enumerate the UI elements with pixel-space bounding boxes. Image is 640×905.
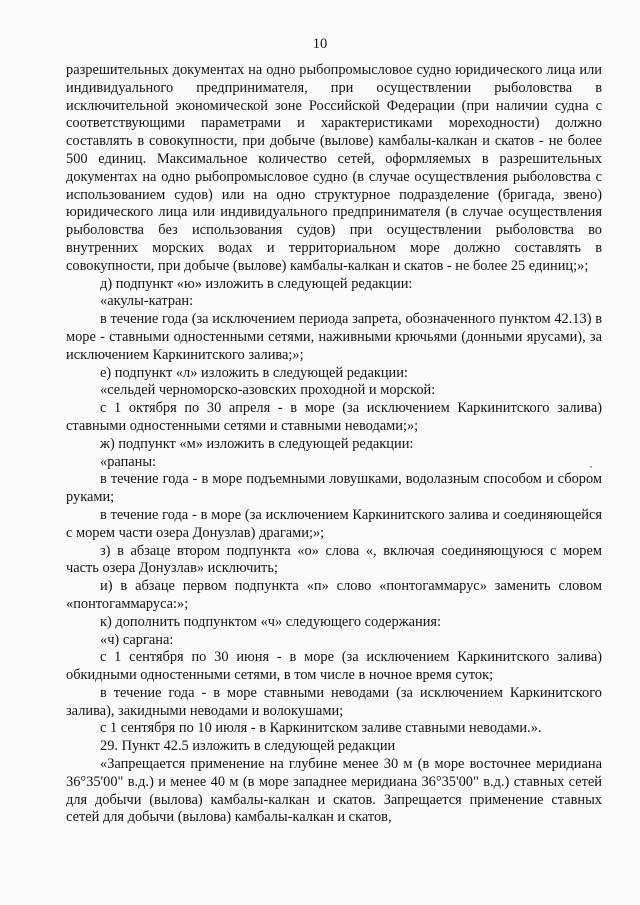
- paragraph-rapana-rule-1: в течение года - в море подъемными ловушками, водолазным способом и сбором руками;: [66, 471, 602, 506]
- paragraph-item-29: 29. Пункт 42.5 изложить в следующей редакции: [100, 738, 396, 755]
- paragraph-sargan-rule-1: с 1 сентября по 30 июня - в море (за исключением Каркинитского залива) обкидными одностенными сетями, в том числе в ночное время суток;: [66, 649, 602, 684]
- paragraph-sargan-rule-3: с 1 сентября по 10 июля - в Каркинитском заливе ставными неводами.».: [100, 720, 542, 737]
- paragraph-subitem-k: к) дополнить подпунктом «ч» следующего содержания:: [100, 613, 442, 630]
- paragraph-sargan-heading: «ч) саргана:: [100, 631, 174, 648]
- scan-speck: [590, 466, 592, 468]
- paragraph-sargan-rule-2: в течение года - в море ставными неводами (за исключением Каркинитского залива), закидными неводами и волокушами;: [66, 684, 602, 719]
- paragraph-subitem-d: д) подпункт «ю» изложить в следующей редакции:: [100, 275, 413, 292]
- paragraph-item-29-text: «Запрещается применение на глубине менее 30 м (в море восточнее меридиана 36°35'00" в.д.) и менее 40 м (в море западнее меридиана 36°35'00" в.д.) ставных сетей для добычи (вылова) камбалы-калкан и скатов. Запрещается применение ставных сетей для добычи (вылова) камбалы-калкан и скатов,: [66, 756, 602, 826]
- document-body: [66, 62, 602, 827]
- paragraph-continuation: разрешительных документах на одно рыбопромысловое судно юридического лица или индивидуального предпринимателя, при осуществлении рыболовства в исключительной экономической зоне Российской Федерации (при наличии судна с соответствующими параметрами и характеристиками мореходности) должно составлять в совокупности, при добыче (вылове) камбалы-калкан и скатов - не более 500 единиц. Максимальное количество сетей, оформляемых в разрешительных документах на одно рыбопромысловое судно (в случае осуществления рыболовства с использованием судов) или на одно структурное подразделение (бригада, звено) юридического лица или индивидуального предпринимателя (в случае осуществления рыболовства без использования судов) при осуществлении рыболовства во внутренних морских водах и территориальном море должно составлять в совокупности, при добыче (вылове) камбалы-калкан и скатов - не более 25 единиц;»;: [66, 62, 602, 274]
- page-number: 10: [312, 36, 328, 52]
- paragraph-subitem-e: е) подпункт «л» изложить в следующей редакции:: [100, 364, 408, 381]
- paragraph-herring-heading: «сельдей черноморско-азовских проходной и морской:: [100, 382, 436, 399]
- paragraph-sharks-rule: в течение года (за исключением периода запрета, обозначенного пунктом 42.13) в море - ставными одностенными сетями, наживными крючьями (донными ярусами), за исключением Каркинитского залива;»;: [66, 311, 602, 363]
- paragraph-subitem-i: и) в абзаце первом подпункта «п» слово «понтогаммарус» заменить словом «понтогаммаруса:»;: [66, 578, 602, 612]
- paragraph-rapana-heading: «рапаны:: [100, 453, 157, 470]
- paragraph-subitem-zh: ж) подпункт «м» изложить в следующей редакции:: [100, 435, 414, 452]
- paragraph-herring-rule: с 1 октября по 30 апреля - в море (за исключением Каркинитского залива) ставными одностенными сетями и ставными неводами;»;: [66, 400, 602, 434]
- paragraph-subitem-z: з) в абзаце втором подпункта «о» слова «, включая соединяющуюся с морем часть озера Донузлав» исключить;: [66, 542, 602, 577]
- paragraph-rapana-rule-2: в течение года - в море (за исключением Каркинитского залива и соединяющейся с морем части озера Донузлав) драгами;»;: [66, 506, 602, 541]
- paragraph-sharks-heading: «акулы-катран:: [100, 293, 194, 310]
